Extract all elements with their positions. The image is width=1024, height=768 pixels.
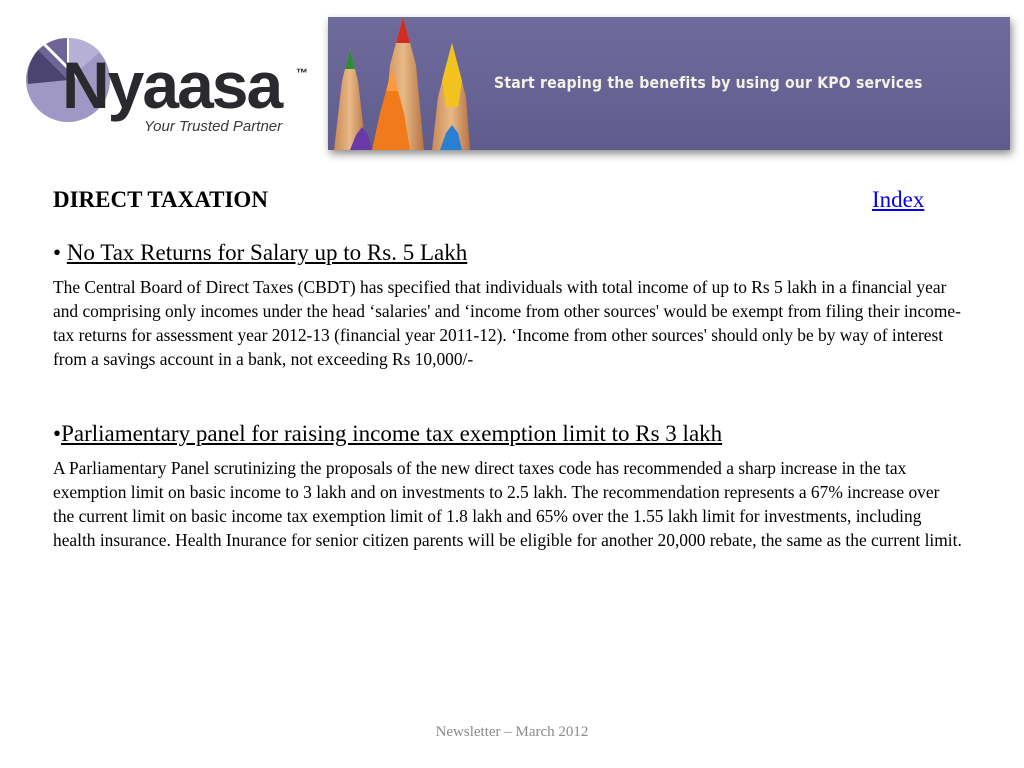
article-heading — [53, 239, 963, 267]
logo-wordmark: Nyaasa — [62, 48, 282, 122]
footer-newsletter-date: Newsletter – March 2012 — [435, 724, 589, 740]
bullet-point: • — [53, 421, 62, 446]
index-link[interactable]: Index — [872, 187, 925, 212]
logo-tagline: Your Trusted Partner — [144, 118, 283, 135]
header-banner — [328, 17, 1010, 150]
article-heading — [53, 420, 963, 448]
nyaasa-logo — [22, 22, 322, 142]
article-body: A Parliamentary Panel scrutinizing the proposals of the new direct taxes code has recommended a sharp increase in the tax exemption limit on basic income to 3 lakh and on investments to 2.5 lakh. The recommendation represents a 67% increase over the current limit on basic income tax exemption limit of 1.8 lakh and 65% over the 1.55 lakh limit for investments, including health insurance. Health Inurance for senior citizen parents will be eligible for another 20,000 rebate, the same as the current limit. — [53, 458, 962, 550]
page-title: DIRECT TAXATION — [53, 187, 268, 212]
banner-tagline: Start reaping the benefits by using our KPO services — [494, 73, 923, 92]
article-item — [53, 239, 963, 371]
article-body: The Central Board of Direct Taxes (CBDT) has specified that individuals with total income of up to Rs 5 lakh in a financial year and comprising only incomes under the head ‘salaries' and ‘income from other sources' would be exempt from filing their income-tax returns for assessment year 2012-13 (financial year 2011-12). ‘Income from other sources' should only be by way of interest from a savings account in a bank, not exceeding Rs 10,000/- — [53, 277, 961, 369]
article-heading-text: No Tax Returns for Salary up to Rs. 5 Lakh — [66, 240, 468, 265]
bullet-point: • — [53, 240, 62, 265]
article-heading-text: Parliamentary panel for raising income tax exemption limit to Rs 3 lakh — [61, 421, 723, 446]
logo-trademark: ™ — [296, 66, 308, 80]
article-item — [53, 420, 963, 552]
